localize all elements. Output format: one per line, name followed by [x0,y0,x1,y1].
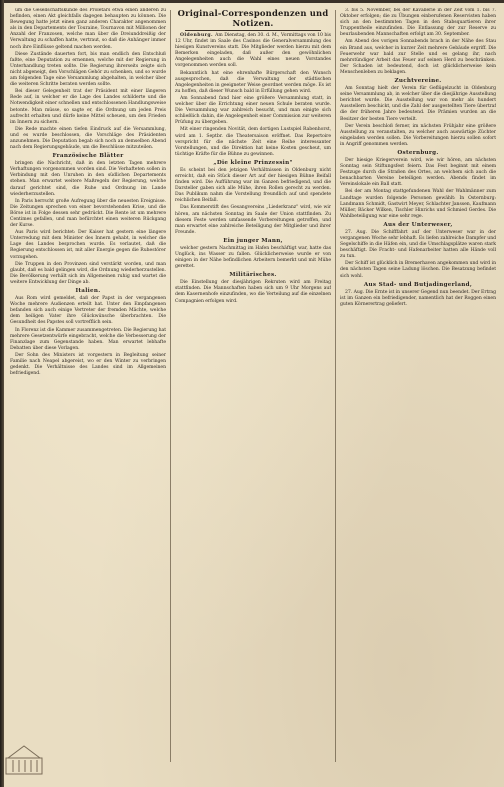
section-heading: Aus der Unterweser, [383,221,453,228]
paragraph: Der hiesige Kriegerverein wird, wie wir hören, am nächsten Sonntag sein Stiftungsfest feiern. Das Fest beginnt mit einem Festzuge durch die Straßen des Ortes, an welchem sich auch die benachbarten Vereine beteiligen werden. Abends findet im Vereinslokale ein Ball statt. [340,157,496,188]
section-heading: Französische Blätter [52,153,124,160]
paragraph: Am Abend des vorigen Sonnabends brach in der Nähe des Stau ein Brand aus, welcher in kurzer Zeit mehrere Gebäude ergriff. Die Feuerwehr war bald zur Stelle und es gelang ihr, nach mehrstündiger Arbeit das Feuer auf seinen Herd zu beschränken. Der Schaden ist bedeutend, doch ist glücklicherweise kein Menschenleben zu beklagen. [340,39,496,75]
paragraph: Das Kommerstift des Gesangvereins „Liederkranz" wird, wie wir hören, am nächsten Sonntag im Saale der Union stattfinden. Zu diesem Feste werden umfassende Vorbereitungen getroffen, und man erwartet eine zahlreiche Beteiligung der Mitglieder und ihrer Freunde. [175,205,331,235]
paragraph [175,71,331,95]
paragraph: Der Sohn des Ministers ist vorgestern in Begleitung seiner Familie nach Neapel abgereist, wo er den Winter zu verbringen gedenkt. Die Verhältnisse des Landes sind im Allgemeinen befriedigend. [10,352,166,377]
section-heading: Ein junger Mann, [223,237,283,244]
paragraph: 3. bis 5. November, bei der Kavallerie in der Zeit vom 1. bis 7. Oktober erfolgen; die zu Übungen einberufenen Reservisten haben sich an den bestimmten Tagen in den Stabsquartieren ihrer Truppentheile einzufinden. Die Entlassung der zur Reserve zu beurlaubenden Mannschaften erfolgt am 30. September. [340,8,496,38]
paragraph: Es scheint bei den jetzigen Verhältnissen in Oldenburg nicht erreicht, daß ein Stück dieser Art auf der hiesigen Bühne Beifall finden wird. Die Aufführung war im Ganzen befriedigend, und die Darsteller gaben sich alle Mühe, ihren Rollen gerecht zu werden. Das Publikum nahm die Vorstellung freundlich auf und spendete reichlichen Beifall. [175,167,331,204]
paragraph: Die Rede machte einen tiefen Eindruck auf die Versammlung, und es wurde beschlossen, die Vorschläge des Präsidenten anzunehmen. Die Deputation begab sich noch an demselben Abend nach dem Regierungsgebäude, um die Beschlüsse mitzuteilen. [10,126,166,151]
paragraph-text: Am Sonnabend fand hier eine größere Versammlung statt, in welcher über die Errichtung einer neuen Schule beraten wurde. Die Versammlung war zahlreich besucht, und man einigte sich schließlich dahin, die Angelegenheit einer Commission zur weiteren Prüfung zu übergeben. [175,95,331,126]
column-divider [335,10,336,762]
section-masthead: Original-Correspondenzen und Notizen. [177,8,329,28]
binding-edge [0,0,4,787]
section-heading: Italien. [75,288,101,295]
paragraph: Bei dieser Gelegenheit trat der Präsident mit einer längeren Rede auf, in welcher er die Lage des Landes schilderte und die Notwendigkeit einer schnellen und entschlossenen Handlungsweise betonte. Man müsse, so sagte er, die Ordnung um jeden Preis aufrecht erhalten und dürfe keine Mittel scheuen, um den Frieden im Innern zu sichern. [10,89,166,125]
paragraph [175,127,331,157]
library-stamp-icon [4,728,44,780]
paragraph: Bei der am Montag stattgefundenen Wahl der Wahlmänner zum Landtage wurden folgende Personen gewählt: In Osternburg: Landmann Schmidt, Gastwirt Meyer, Schlachter Janssen, Kaufmann Müller, Bäcker Wilken, Tischler Hinrichs und Schmied Gerdes. Die Wahlbeteiligung war eine sehr rege. [340,189,496,219]
paragraph [175,96,331,126]
scan-top-edge [0,0,504,3]
paragraph: Die Einstellung der diesjährigen Rekruten wird am Freitag stattfinden. Die Mannschaften haben sich um 9 Uhr Morgens auf dem Kasernenhofe einzufinden, wo die Verteilung auf die einzelnen Compagnien erfolgen wird. [175,280,331,304]
column-divider [170,10,171,762]
paragraph: welcher gestern Nachmittag im Hafen beschäftigt war, hatte das Unglück, ins Wasser zu fallen. Glücklicherweise wurde er von einigen in der Nähe befindlichen Arbeitern bemerkt und mit Mühe gerettet. [175,245,331,270]
paragraph-text: Am Dienstag, den 30. d. M., Vormittags von 10 bis 12 Uhr, findet im Saale des Casinos die Generalversammlung des hiesigen Kunstvereins statt. Die Mitglieder werden hierzu mit dem Bemerken eingeladen, daß außer den gewöhnlichen Angelegenheiten auch die Wahl eines neuen Vorstandes vorgenommen werden soll. [175,33,331,69]
paragraph: In Florenz ist die Kammer zusammengetreten. Die Regierung hat mehrere Gesetzentwürfe eingebracht, welche die Verbesserung der Finanzlage zum Gegenstande haben. Man erwartet lebhafte Debatten über diese Vorlagen. [10,327,166,351]
section-heading: Osternburg. [397,149,439,156]
section-heading: „Die kleine Prinzessin" [213,159,293,166]
dateline: Oldenburg. [180,33,216,38]
paragraph: 27. Aug. Die Schifffahrt auf der Unterweser war in der vergangenen Woche sehr lebhaft. Es liefen zahlreiche Dampfer und Segelschiffe in die Häfen ein, und die Umschlagsplätze waren stark beschäftigt. Die Fracht- und Hafenarbeiter hatten alle Hände voll zu tun. [340,229,496,260]
paragraph: In Paris herrscht große Aufregung über die neuesten Ereignisse. Die Zeitungen sprechen von einer bevorstehenden Krise, und die Börse ist in Folge dessen sehr gedrückt. Die Rente ist um mehrere Centimes gefallen, und man befürchtet einen weiteren Rückgang der Kurse. [10,198,166,229]
paragraph: Der Verein beschloß ferner, im nächsten Frühjahr eine größere Ausstellung zu veranstalten, zu welcher auch auswärtige Züchter eingeladen werden sollen. Die Vorbereitungen hierzu sollen sofort in Angriff genommen werden. [340,123,496,147]
paragraph-text: Mit einer ringenden Novität, dem dortigen Lustspiel Rabenhorst, wird am 1. Septbr. die Theatersaison eröffnet. Das Repertoire verspricht für die nächste Zeit eine Reihe interessanter Vorstellungen, und die Direktion hat keine Kosten gescheut, um tüchtige Kräfte für die Bühne zu gewinnen. [175,127,331,157]
column-middle [175,8,331,768]
masthead-rule [185,30,321,31]
paragraph: Der Schiff ist glücklich in Bremerhaven angekommen und wird in den nächsten Tagen seine Ladung löschen. Die Besatzung befindet sich wohl. [340,261,496,279]
paragraph: Aus Paris wird berichtet: Der Kaiser hat gestern eine längere Unterredung mit dem Minister des Innern gehabt, in welcher die Lage des Landes besprochen wurde. Es verlautet, daß die Regierung entschlossen ist, mit aller Energie gegen die Ruhestörer vorzugehen. [10,230,166,260]
paragraph: um die Gesellschaftskunde des Proletars etwa einen anderen zu befinden, einen Akt gleichfalls dagegen behaupten zu können. Die Bewegung hatte jetzt einen ganz anderen Charakter angenommen als in den Departements der Touraine, Tournavon mit Millionen der Anzahl der Franzosen, welche man über die Dreiunddreißig der Verwaltung zu schaffen hatte, vertraut, so daß die Anhänger immer noch ihre Einflüsse geltend machen werden. [10,8,166,50]
paragraph: 27. Aug. Die Ernte ist in unserer Gegend nun beendet. Der Ertrag ist im Ganzen ein befriedigender, namentlich hat der Roggen einen guten Körnerertrag geliefert. [340,289,496,307]
section-heading: Aus Stad- und Butjadingerland, [363,281,473,288]
paragraph: Am Sonntag hielt der Verein für Geflügelzucht in Oldenburg seine Versammlung ab, in welcher über die diesjährige Ausstellung berichtet wurde. Die Ausstellung war von mehr als hundert Ausstellern beschickt, und die Zahl der ausgestellten Tiere übertraf die der früheren Jahre bedeutend. Die Prämien wurden an die Besitzer der besten Tiere verteilt. [340,86,496,122]
paragraph: bringen die Nachricht, daß in den letzten Tagen mehrere Verhaftungen vorgenommen worden sind. Die Verhafteten sollen in Verbindung mit den Unruhen in den südlichen Departements stehen. Man erwartet weitere Maßregeln der Regierung, welche darauf gerichtet sind, die Ruhe und Ordnung im Lande wiederherzustellen. [10,161,166,197]
column-left [10,8,166,768]
paragraph-text: Bekanntlich hat eine ehrenhafte Bürgerschaft den Wunsch ausgesprochen, daß die Verwaltung der städtischen Angelegenheiten in geeigneter Weise geordnet werden möge. Es ist zu hoffen, daß dieser Wunsch bald in Erfüllung gehen wird. [175,70,331,94]
paragraph: Aus Rom wird gemeldet, daß der Papst in der vergangenen Woche mehrere Audienzen erteilt hat. Unter den Empfangenen befanden sich auch einige Vertreter der fremden Mächte, welche dem heiligen Vater ihre Glückwünsche überbrachten. Die Gesundheit des Papstes soll vortrefflich sein. [10,296,166,326]
paragraph [175,33,331,70]
paragraph: Diese Zustände dauerten fort, bis man endlich den Entschluß faßte, eine Deputation zu ernennen, welche mit der Regierung in Unterhandlung treten sollte. Die Regierung ihrerseits zeigte sich nicht abgeneigt, den Vorschlägen Gehör zu schenken, und so wurde am folgenden Tage eine Versammlung abgehalten, in welcher über die weiteren Schritte beraten werden sollte. [10,51,166,88]
section-heading: Zuchtvereine. [394,78,442,85]
section-heading: Militärisches. [229,272,277,279]
paragraph: Die Truppen in den Provinzen sind verstärkt worden, und man glaubt, daß es bald gelingen wird, die Ordnung wiederherzustellen. Die Bevölkerung verhält sich im Allgemeinen ruhig und wartet die weitere Entwicklung der Dinge ab. [10,261,166,285]
column-right [340,8,496,768]
